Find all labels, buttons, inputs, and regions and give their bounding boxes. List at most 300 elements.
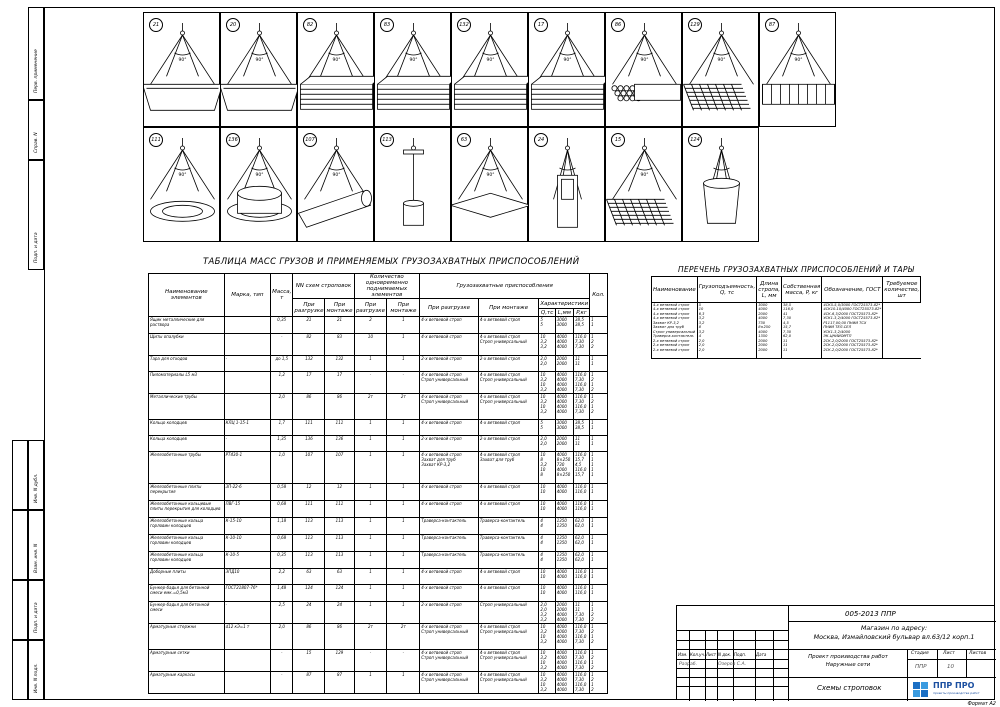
cell-g1: 4-х ветвевой строп — [420, 317, 479, 334]
cell-n: Доборные плиты — [149, 569, 225, 585]
cell-c1: 10 — [354, 334, 387, 356]
angle-label: 90° — [794, 58, 803, 63]
cell-c2: 1 — [387, 535, 420, 552]
cell-q: 10 10 — [539, 501, 555, 518]
cell-c1: 1 — [354, 518, 387, 535]
cell-m: РТ430-1 — [224, 452, 270, 484]
cell-n: Арматурные каркасы — [149, 672, 225, 694]
cell-m: ГОСТ21807-76* — [224, 585, 270, 602]
table-row — [149, 334, 608, 356]
cell-s1: 132 — [293, 356, 325, 372]
cell-c1: 1 — [354, 484, 387, 501]
cell-q: 10 8 3,2 10 8 — [539, 452, 555, 484]
col-gripper: Грузозахватные приспособления — [420, 274, 590, 299]
scheme-number: 113 — [380, 133, 394, 147]
cell-l: 4000 4000 — [555, 484, 573, 501]
list-cell: 730 — [757, 321, 782, 326]
cell-w: 1,35 — [271, 436, 293, 452]
table-row — [149, 518, 608, 535]
list-cell: 15,7 — [782, 325, 822, 330]
cell-q: 10 3,2 10 3,2 — [539, 672, 555, 694]
cell-g1: 4-х ветвевой строп — [420, 569, 479, 585]
cell-g2: 4-х ветвевой строп Строп универсальный — [478, 334, 539, 356]
cell-g2: 4-х ветвевой строп Захват для труб — [478, 452, 539, 484]
cell-k: 1 1 — [590, 484, 608, 501]
title-block — [676, 605, 995, 700]
cell-p: 11 11 — [573, 356, 589, 372]
cell-m — [224, 650, 270, 672]
table-row — [149, 602, 608, 624]
logo-text: ППР ПРО — [933, 681, 975, 690]
cell-l: 1350 1350 — [555, 518, 573, 535]
rigging-scheme-63 — [451, 127, 528, 242]
list-cell: 2-х ветвевой строп — [652, 339, 698, 344]
stamp-col-header: N док. — [718, 652, 732, 657]
role-label: Разраб. — [679, 662, 698, 667]
table-row — [149, 535, 608, 552]
cell-q: 4 4 — [539, 552, 555, 569]
cell-n: Железобетонные кольца горловин колодцев — [149, 518, 225, 535]
list-cell: УСК1-3,2/4000 — [822, 330, 883, 335]
cell-p: 116,0 7,30 7,30 — [573, 334, 589, 356]
cell-g2: 4-х ветвевой строп Строп универсальный — [478, 394, 539, 420]
cell-p: 116,0 116,0 — [573, 569, 589, 585]
cell-q: 2,0 2,0 3,2 3,2 — [539, 602, 555, 624]
cell-c2: 1 — [387, 317, 420, 334]
cell-k: 1 1 2 2 — [590, 602, 608, 624]
stamp-col-header: Подп. — [734, 652, 747, 657]
col-count: Количество одновременно поднимаемых элементов — [354, 274, 420, 299]
cell-p: 116,0 7,30 116,0 7,30 — [573, 394, 589, 420]
rigging-scheme-124 — [682, 127, 759, 242]
list-col-len: Длина стропа, L, мм — [757, 277, 782, 303]
cell-l: 2000 2000 4000 4000 — [555, 602, 573, 624]
cell-g2: 4-х ветвевой строп — [478, 420, 539, 436]
list-cell: Захват КР-3,2 — [652, 321, 698, 326]
cell-n: Бункер-бадья для бетонной смеси — [149, 602, 225, 624]
cell-c2: 1 — [387, 602, 420, 624]
cell-p: 116,0 116,0 — [573, 501, 589, 518]
col-grip-mount: При монтаже — [478, 299, 539, 317]
cell-c2: - — [387, 372, 420, 394]
list-cell: 11 — [782, 348, 822, 353]
cell-s1: 113 — [293, 518, 325, 535]
cell-n: Железобетонные плиты перекрытия — [149, 484, 225, 501]
list-cell: 7,30 — [782, 330, 822, 335]
cell-n: Пиломатериалы L5 м3 — [149, 372, 225, 394]
list-cell: 41 — [782, 312, 822, 317]
table-row — [149, 436, 608, 452]
cell-s1: 24 — [293, 602, 325, 624]
cell-m — [224, 672, 270, 694]
list-cell: 4,5 — [782, 321, 822, 326]
angle-label: 90° — [178, 58, 187, 63]
angle-label: 90° — [255, 173, 264, 178]
cell-q: 10 3,2 10 3,2 — [539, 394, 555, 420]
scheme-number: 111 — [149, 133, 163, 147]
list-cell: 1350 — [757, 334, 782, 339]
col-q: Q,тс — [539, 309, 555, 317]
cell-s1: 15 — [293, 650, 325, 672]
cell-l: 3000 3000 — [555, 317, 573, 334]
side-field-value — [12, 510, 28, 580]
cell-q: 5 5 — [539, 420, 555, 436]
cell-g1: 4-х ветвевой строп — [420, 484, 479, 501]
cell-l: 4000 4000 — [555, 569, 573, 585]
side-field — [28, 440, 44, 510]
cell-g2: Траверса-контактель — [478, 518, 539, 535]
cell-w: - — [271, 650, 293, 672]
cell-n: Железобетонные кольца горловин колодцев — [149, 552, 225, 569]
cell-m: КЛЦ 1-15-1 — [224, 420, 270, 436]
table-row — [149, 452, 608, 484]
list-cell: 4000 — [757, 307, 782, 312]
cell-g1: Траверса-контактель — [420, 535, 479, 552]
cell-l: 4000 4000 4000 4000 — [555, 624, 573, 650]
cell-n: Арматурные сетки — [149, 650, 225, 672]
cell-w: - — [271, 672, 293, 694]
cell-s1: 107 — [293, 452, 325, 484]
list-cell: 2000 — [757, 343, 782, 348]
list-cell: 3,2 — [697, 316, 756, 321]
cell-n: Железобетонные кольцевые плиты перекрытия для колодцев — [149, 501, 225, 518]
cell-l: 1350 1350 — [555, 552, 573, 569]
cell-p: 62,0 62,0 — [573, 552, 589, 569]
cell-n: Бункер-бадья для бетонной смеси емк.=0,5м3 — [149, 585, 225, 602]
developer-name: Озеров С.А. — [718, 662, 747, 667]
col-chars: Характеристики — [540, 300, 589, 307]
list-cell: 4 — [697, 334, 756, 339]
rigging-scheme-20 — [220, 12, 297, 127]
list-cell: 62,0 — [782, 334, 822, 339]
list-cell: 38,5 — [782, 303, 822, 308]
stamp-col-header: Кол.уч. — [690, 652, 706, 657]
cell-g2: 2-х ветвевой строп — [478, 356, 539, 372]
cell-l: 4000 8×250 730 4000 8×250 — [555, 452, 573, 484]
cell-p: 116,0 7,30 116,0 7,30 — [573, 624, 589, 650]
list-cell: 11 — [782, 343, 822, 348]
list-cell: УСК1-3,2/4000 ГОСТ25573-82* — [822, 316, 883, 321]
scheme-number: 17 — [534, 18, 548, 32]
side-field — [28, 7, 44, 100]
cell-p: 116,0 116,0 — [573, 484, 589, 501]
cell-l: 4000 4000 — [555, 585, 573, 602]
cell-g1: 4-х ветвевой строп Строп универсальный — [420, 672, 479, 694]
cell-c1: 1 — [354, 356, 387, 372]
list-cell: 4СК10-10/4000 ГОСТ25573-82* — [823, 307, 882, 311]
cell-k: 1 1 — [590, 585, 608, 602]
cell-w: 0,68 — [271, 501, 293, 518]
col-name: Наименование элементов — [149, 274, 225, 317]
list-cell: ЭК-ЦНИИОМТП — [822, 334, 883, 339]
list-cell: 2-х ветвевой строп — [652, 348, 698, 353]
col-schemes-mount: При монтаже — [325, 299, 354, 317]
cell-s1: 12 — [293, 484, 325, 501]
cell-k: 1 2 1 2 — [590, 394, 608, 420]
cell-g1: 4-х ветвевой строп — [420, 420, 479, 436]
cell-g1: 2-х ветвевой строп — [420, 602, 479, 624]
table-row — [149, 420, 608, 436]
project-name: Проект производства работ Наружные сети — [808, 654, 888, 668]
cell-s2: 12 — [325, 484, 354, 501]
list-cell: 4000 — [757, 330, 782, 335]
cell-k: 1 2 1 2 — [590, 672, 608, 694]
col-p: P,кг — [573, 309, 589, 317]
cell-s2: 24 — [325, 602, 354, 624]
cell-w: до 1,5 — [271, 356, 293, 372]
angle-label: 90° — [178, 173, 187, 178]
cell-q: 10 3,2 3,2 — [539, 334, 555, 356]
cell-c2: 2т — [387, 394, 420, 420]
cell-q: 5 5 — [539, 317, 555, 334]
cell-n: Тара для отходов — [149, 356, 225, 372]
cell-l: 2000 2000 — [555, 436, 573, 452]
cell-g1: 4-х ветвевой строп Захват для труб Захват КР-3,2 — [420, 452, 479, 484]
grippers-list-table — [651, 276, 921, 359]
side-field — [28, 160, 44, 270]
cell-g2: Строп универсальный — [478, 602, 539, 624]
main-table-title: ТАБЛИЦА МАСС ГРУЗОВ И ПРИМЕНЯЕМЫХ ГРУЗОЗАХВАТНЫХ ПРИСПОСОБЛЕНИЙ — [203, 257, 580, 267]
cell-c1: - — [354, 650, 387, 672]
cell-q: 4 4 — [539, 518, 555, 535]
cell-g2: Траверса-контактель — [478, 535, 539, 552]
cell-p: 116,0 7,30 116,0 7,30 — [573, 372, 589, 394]
list-cell: 3000 — [757, 303, 782, 308]
cell-m: К-10-5 — [224, 552, 270, 569]
cell-k: 1 1 1 1 1 — [590, 452, 608, 484]
cell-q: 2,0 2,0 — [539, 436, 555, 452]
cell-s2: 87 — [325, 672, 354, 694]
cell-q: 4 4 — [539, 535, 555, 552]
format-label: Формат А2 — [967, 701, 996, 707]
cell-k: 1 1 — [590, 535, 608, 552]
cell-s2: 124 — [325, 585, 354, 602]
cell-m — [224, 394, 270, 420]
stamp-col-header: Изм. — [678, 652, 688, 657]
col-mark: Марка, тип — [224, 274, 270, 317]
table-row — [149, 569, 608, 585]
cell-g2: 4-х ветвевой строп Строп универсальный — [478, 650, 539, 672]
cell-p: 38,5 38,5 — [573, 420, 589, 436]
cell-s2: 111 — [325, 420, 354, 436]
cell-p: 38,5 38,5 — [573, 317, 589, 334]
cell-s2: 113 — [325, 518, 354, 535]
cell-w: 2,0 — [271, 394, 293, 420]
cell-c2: 1 — [387, 334, 420, 356]
rigging-scheme-24 — [528, 127, 605, 242]
table-row — [149, 394, 608, 420]
cell-s1: 17 — [293, 372, 325, 394]
list-cell: 8 — [697, 325, 756, 330]
table-row — [149, 672, 608, 694]
cell-c2: 1 — [387, 672, 420, 694]
rigging-scheme-129 — [682, 12, 759, 127]
table-row — [149, 552, 608, 569]
cell-m — [224, 317, 270, 334]
scheme-number: 21 — [149, 18, 163, 32]
rigging-scheme-87 — [759, 12, 836, 127]
cell-c2: 1 — [387, 569, 420, 585]
cell-g2: 4-х ветвевой строп — [478, 501, 539, 518]
cell-q: 10 10 — [539, 585, 555, 602]
list-cell: Траверса-контактель — [652, 334, 698, 339]
rigging-scheme-15 — [605, 127, 682, 242]
list-cell: Р1117,00,00 ПНИИ ТСХ — [822, 321, 883, 326]
cell-p: 116,0 15,7 4,5 116,0 15,7 — [573, 452, 589, 484]
col-grip-unload: При разгрузке — [420, 299, 479, 317]
list-cell: 2-х ветвевой строп — [652, 343, 698, 348]
cell-c2: 1 — [387, 356, 420, 372]
scheme-number: 129 — [688, 18, 702, 32]
cell-m: - — [224, 436, 270, 452]
cell-l: 3000 3000 — [555, 420, 573, 436]
cell-g1: 2-х ветвевой строп — [420, 436, 479, 452]
list-cell: 2СК-2,0/2000 ГОСТ25573-82* — [822, 348, 883, 353]
cell-p: 116,0 116,0 — [573, 585, 589, 602]
list-col-cap: Грузоподъемность, Q, тс — [697, 277, 756, 303]
cell-g2: 4-х ветвевой строп — [478, 569, 539, 585]
cell-m: К-15-10 — [224, 518, 270, 535]
cell-c2: 1 — [387, 501, 420, 518]
cell-c1: 1 — [354, 535, 387, 552]
side-field — [28, 510, 44, 580]
cell-w: 1,48 — [271, 585, 293, 602]
rigging-scheme-83 — [374, 12, 451, 127]
cell-w: 0,35 — [271, 317, 293, 334]
cell-s1: 63 — [293, 569, 325, 585]
list-cell: ПНИИ ТЕЛ-СЕЛ — [822, 325, 883, 330]
rigging-scheme-132 — [451, 12, 528, 127]
angle-label: 90° — [563, 58, 572, 63]
cell-g2: Траверса-контактель — [478, 552, 539, 569]
cell-q: 10 3,2 10 3,2 — [539, 624, 555, 650]
cell-s1: 111 — [293, 501, 325, 518]
cell-q: 10 10 — [539, 569, 555, 585]
list-cell: 3,2 — [697, 321, 756, 326]
cell-s1: 113 — [293, 535, 325, 552]
angle-label: 90° — [255, 58, 264, 63]
list-cell: 2000 — [757, 339, 782, 344]
cell-g1: 4-х ветвевой строп Строп универсальный — [420, 650, 479, 672]
cell-m: - — [224, 602, 270, 624]
cell-s2: 107 — [325, 452, 354, 484]
rigging-scheme-21 — [143, 12, 220, 127]
cell-c2: 1 — [387, 436, 420, 452]
cell-n: Металлические трубы — [149, 394, 225, 420]
cell-s2: 113 — [325, 552, 354, 569]
side-field-label: Перв. применение — [34, 49, 39, 93]
side-field-label: Подп. и дата — [34, 602, 39, 633]
cell-s2: 113 — [325, 535, 354, 552]
rigging-scheme-86 — [605, 12, 682, 127]
list-col-qty: Требуемое количество, шт — [883, 277, 921, 303]
scheme-number: 83 — [380, 18, 394, 32]
cell-c1: 1 — [354, 452, 387, 484]
list-cell: 4-х ветвевой строп — [652, 316, 698, 321]
cell-s2: 129 — [325, 650, 354, 672]
side-field — [28, 100, 44, 160]
cell-l: 4000 4000 4000 4000 — [555, 394, 573, 420]
side-field-label: Инв. N дубл. — [34, 473, 39, 503]
cell-g1: 4-х ветвевой строп — [420, 585, 479, 602]
cell-g1: Траверса-контактель — [420, 552, 479, 569]
col-count-mount: При монтаже — [387, 299, 420, 317]
table-row — [149, 650, 608, 672]
cell-g2: 4-х ветвевой строп Строп универсальный — [478, 672, 539, 694]
scheme-number: 136 — [226, 133, 240, 147]
cell-c1: 1 — [354, 420, 387, 436]
angle-label: 90° — [332, 58, 341, 63]
cell-q: 10 3,2 10 3,2 — [539, 372, 555, 394]
cell-g2: 4-х ветвевой строп — [478, 484, 539, 501]
col-schemes: NN схем строповок — [293, 274, 354, 299]
cell-c1: 1 — [354, 552, 387, 569]
cell-k: 1 1 — [590, 420, 608, 436]
cell-s2: 17 — [325, 372, 354, 394]
list-cell: 4СК5-5,0/3000 ГОСТ25573-82* — [822, 303, 883, 308]
list-cell: 11 — [782, 339, 822, 344]
cell-m: ЗПД10 — [224, 569, 270, 585]
stamp-col-header: Лист — [706, 652, 717, 657]
list-cell: 2СК-2,0/2000 ГОСТ25573-82* — [822, 343, 883, 348]
cell-w: 1,7 — [271, 420, 293, 436]
list-cell: 6,3 — [697, 312, 756, 317]
cell-s2: 86 — [325, 624, 354, 650]
cell-p: 116,0 7,30 116,0 7,30 — [573, 672, 589, 694]
side-field-value — [12, 580, 28, 640]
cell-l: 2000 2000 — [555, 356, 573, 372]
cell-l: 4000 4000 4000 — [555, 334, 573, 356]
rigging-scheme-113 — [374, 127, 451, 242]
cell-g1: 4-х ветвевой строп Строп универсальный — [420, 372, 479, 394]
cell-g1: 4-х ветвевой строп — [420, 501, 479, 518]
list-cell: 4-х ветвевой строп — [652, 303, 698, 308]
logo-icon — [913, 680, 933, 698]
list-cell: 3,2 — [697, 330, 756, 335]
side-field-label: Инв. N подл. — [34, 663, 39, 693]
cell-g1: 4-х ветвевой строп Строп универсальный — [420, 624, 479, 650]
side-field-label: Подп. и дата — [34, 232, 39, 263]
scheme-number: 86 — [611, 18, 625, 32]
cell-s2: 21 — [325, 317, 354, 334]
cell-c1: 1 — [354, 672, 387, 694]
cell-m: 3П-22-6 — [224, 484, 270, 501]
stage-value: ППР — [915, 664, 927, 670]
angle-label: 90° — [486, 58, 495, 63]
cell-w: 1,18 — [271, 518, 293, 535]
sheet-value: 10 — [947, 664, 954, 670]
rigging-scheme-82 — [297, 12, 374, 127]
scheme-number: 87 — [765, 18, 779, 32]
list-cell: 2,0 — [697, 343, 756, 348]
cell-q: 10 10 — [539, 484, 555, 501]
angle-label: 90° — [332, 173, 341, 178]
cell-c1: 2т — [354, 394, 387, 420]
cell-w: - — [271, 334, 293, 356]
col-schemes-unload: При разгрузке — [293, 299, 325, 317]
scheme-number: 24 — [534, 133, 548, 147]
list-cell: Строп универсальный — [652, 330, 698, 335]
cell-n: Железобетонные трубы — [149, 452, 225, 484]
list-cell: Захват для труб — [652, 325, 698, 330]
scheme-number: 15 — [611, 133, 625, 147]
list-cell: 2,0 — [697, 348, 756, 353]
cell-g2: 2-х ветвевой строп — [478, 436, 539, 452]
rigging-scheme-107 — [297, 127, 374, 242]
col-l: L,мм — [555, 309, 573, 317]
cell-c1: 1 — [354, 569, 387, 585]
table-row — [149, 484, 608, 501]
